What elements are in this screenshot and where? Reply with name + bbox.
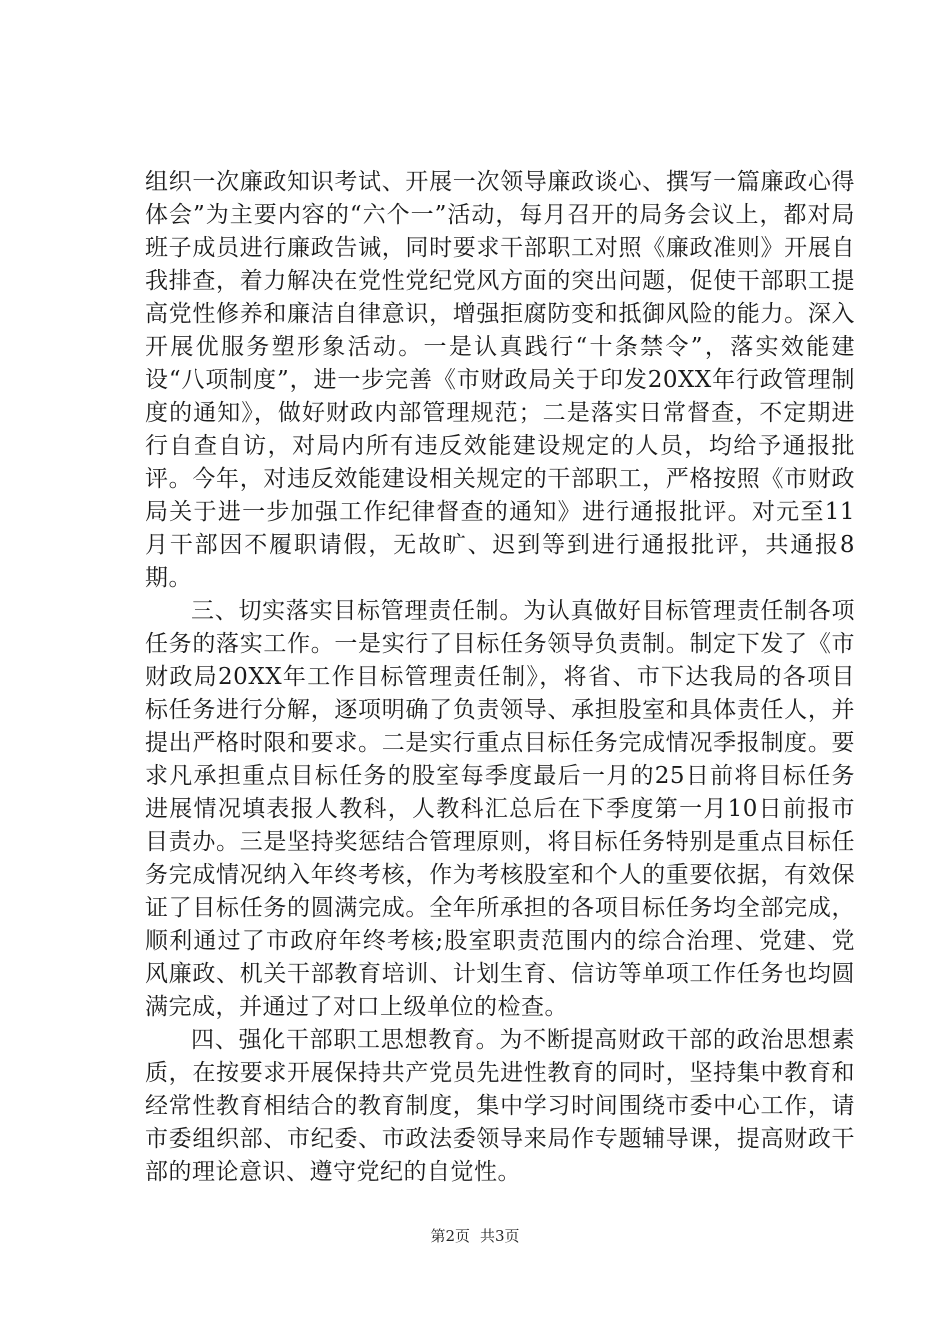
page-footer [0, 1226, 950, 1246]
document-body [145, 166, 855, 1189]
page-total: 共3页 [480, 1227, 520, 1245]
paragraph-continuation: 组织一次廉政知识考试、开展一次领导廉政谈心、撰写一篇廉政心得体会”为主要内容的“六个一”活动，每月召开的局务会议上，都对局班子成员进行廉政告诫，同时要求干部职工对照《廉政准则》开展自我排查，着力解决在党性党纪党风方面的突出问题，促使干部职工提高党性修养和廉洁自律意识，增强拒腐防变和抵御风险的能力。深入开展优服务塑形象活动。一是认真践行“十条禁令”，落实效能建设“八项制度”，进一步完善《市财政局关于印发20XX年行政管理制度的通知》，做好财政内部管理规范；二是落实日常督查，不定期进行自查自访，对局内所有违反效能建设规定的人员，均给予通报批评。今年，对违反效能建设相关规定的干部职工，严格按照《市财政局关于进一步加强工作纪律督查的通知》进行通报批评。对元至11月干部因不履职请假，无故旷、迟到等到进行通报批评，共通报8期。 [145, 169, 855, 591]
paragraph-section-four: 四、强化干部职工思想教育。为不断提高财政干部的政治思想素质，在按要求开展保持共产党员先进性教育的同时，坚持集中教育和经常性教育相结合的教育制度，集中学习时间围绕市委中心工作，请市委组织部、市纪委、市政法委领导来局作专题辅导课，提高财政干部的理论意识、遵守党纪的自觉性。 [145, 1027, 855, 1185]
page-number: 第2页 [430, 1227, 470, 1245]
paragraph-section-three: 三、切实落实目标管理责任制。为认真做好目标管理责任制各项任务的落实工作。一是实行了目标任务领导负责制。制定下发了《市财政局20XX年工作目标管理责任制》，将省、市下达我局的各项目标任务进行分解，逐项明确了负责领导、承担股室和具体责任人，并提出严格时限和要求。二是实行重点目标任务完成情况季报制度。要求凡承担重点目标任务的股室每季度最后一月的25日前将目标任务进展情况填表报人教科，人教科汇总后在下季度第一月10日前报市目责办。三是坚持奖惩结合管理原则，将目标任务特别是重点目标任务完成情况纳入年终考核，作为考核股室和个人的重要依据，有效保证了目标任务的圆满完成。全年所承担的各项目标任务均全部完成，顺利通过了市政府年终考核;股室职责范围内的综合治理、党建、党风廉政、机关干部教育培训、计划生育、信访等单项工作任务也均圆满完成，并通过了对口上级单位的检查。 [145, 598, 855, 1020]
